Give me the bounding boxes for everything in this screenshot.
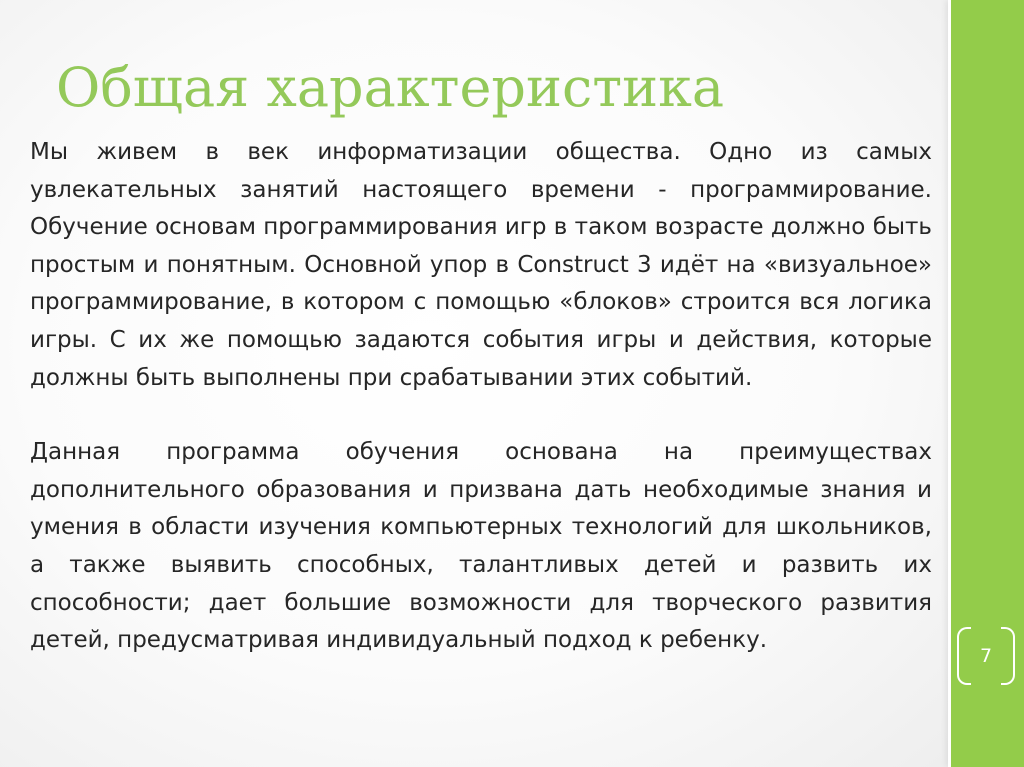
page-number: 7 bbox=[979, 645, 993, 667]
paragraph-1: Мы живем в век информатизации общества. Одно из самых увлекательных занятий настоящего времени - программирование. Обучение основам программирования игр в таком возрасте должно быть простым и понятным. Основной упор в Construct 3 идёт на «визуальное» программирование, в котором с помощью «блоков» строится вся логика игры. С их же помощью задаются события игры и действия, которые должны быть выполнены при срабатывании этих событий. bbox=[30, 139, 932, 391]
paragraph-2: Данная программа обучения основана на преимуществах дополнительного образования и призвана дать необходимые знания и умения в области изучения компьютерных технологий для школьников, а также выявить способных, талантливых детей и развить их способности; дает большие возможности для творческого развития детей, предусматривая индивидуальный подход к ребенку. bbox=[30, 439, 932, 654]
slide-body bbox=[30, 134, 932, 660]
slide-title: Общая характеристика bbox=[56, 56, 725, 119]
page-number-badge bbox=[957, 627, 1015, 685]
